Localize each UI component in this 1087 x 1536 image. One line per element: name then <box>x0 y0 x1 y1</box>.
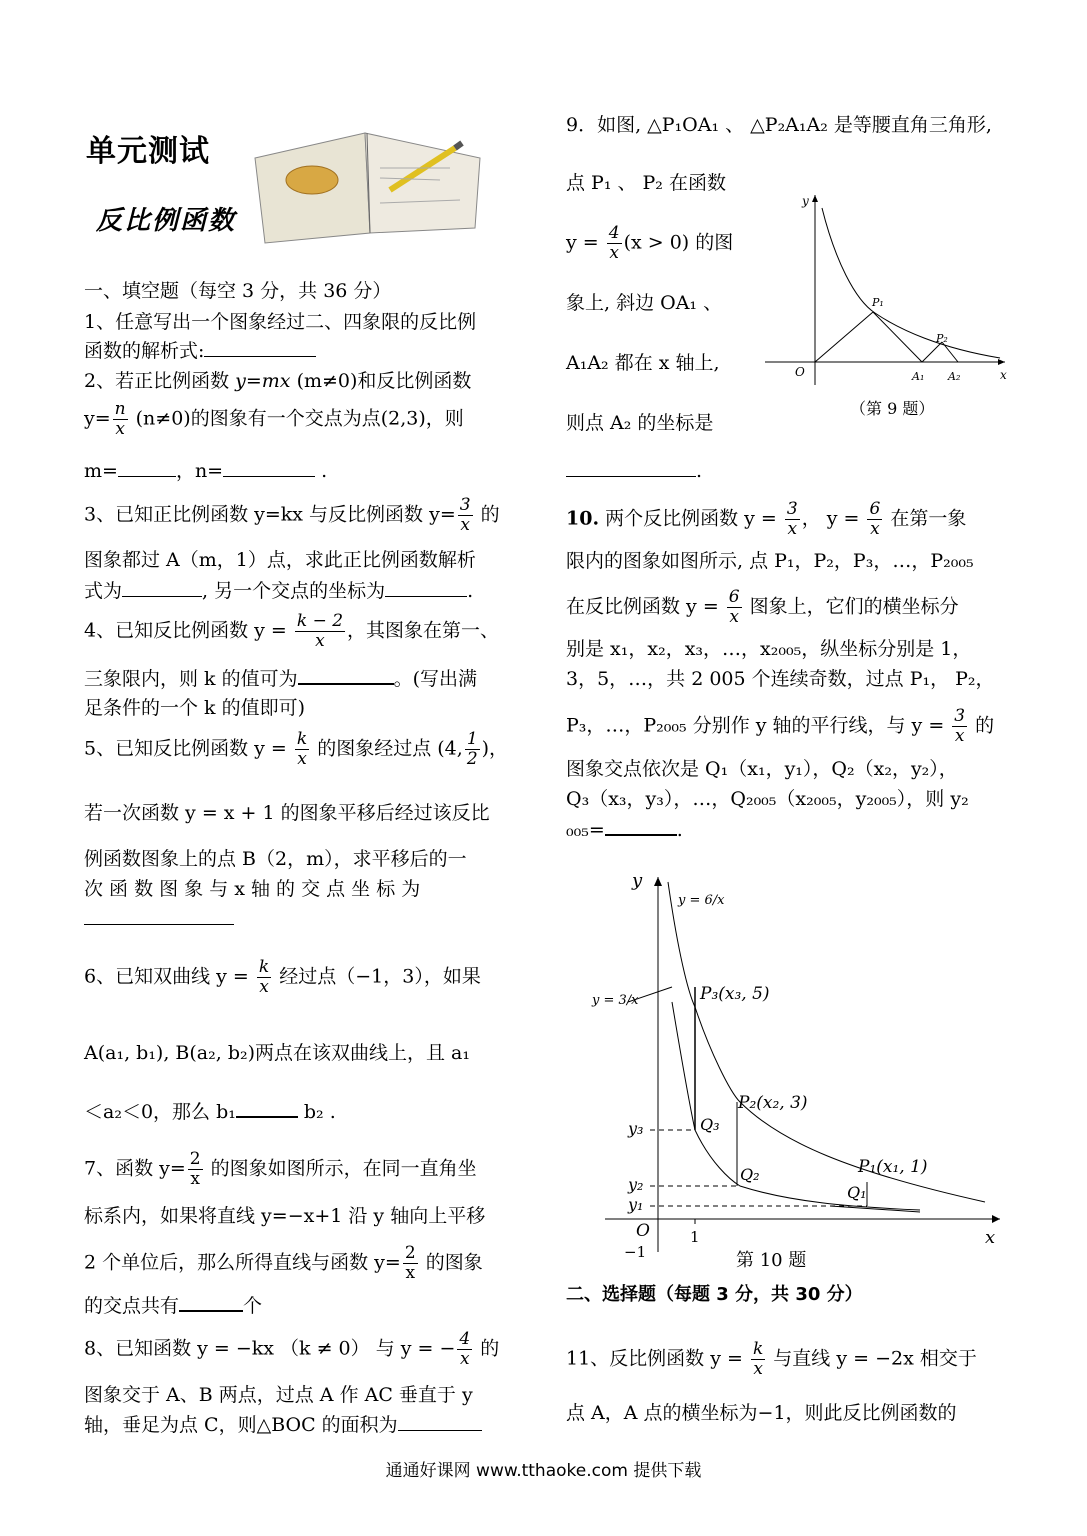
q5-line1: 5、已知反比例函数 y = $\frac{k}{x}$ 的图象经过点 (4, $\frac{1}{2}$ )， <box>84 729 509 769</box>
fig10-q3-label: Q₃ <box>700 1115 720 1134</box>
q10-line4: 别是 x₁，x₂，x₃，…，x₂₀₀₅，纵坐标分别是 1， <box>566 638 972 660</box>
q3-line3: 式为 , 另一个交点的坐标为 . <box>84 580 474 602</box>
figure-9 <box>760 190 1010 390</box>
q6-line1: 6、已知双曲线 y = $\frac{k}{x}$ 经过点（−1，3），如果 <box>84 957 481 997</box>
q1-line1: 1、任意写出一个图象经过二、四象限的反比例 <box>84 311 477 333</box>
q5-line5 <box>84 906 234 932</box>
fig9-p2-label: P₂ <box>936 332 948 345</box>
page-footer: 通通好课网 www.tthaoke.com 提供下载 <box>385 1461 702 1481</box>
fig9-y-label: y <box>802 194 809 208</box>
fig10-x-label: x <box>985 1227 996 1248</box>
q5-line3: 例函数图象上的点 B（2，m），求平移后的一 <box>84 848 467 870</box>
q5-line4: 次 函 数 图 象 与 x 轴 的 交 点 坐 标 为 <box>84 878 421 900</box>
q9-line7: . <box>566 458 702 484</box>
fig10-p2-label: P₂(x₂, 3) <box>738 1093 808 1113</box>
fig10-one-label: 1 <box>690 1228 700 1246</box>
page-subtitle: 反比例函数 <box>96 206 237 236</box>
answer-blank[interactable] <box>605 816 677 836</box>
q11-line1: 11、反比例函数 y = $\frac{k}{x}$ 与直线 y = −2x 相交于 <box>566 1339 977 1379</box>
q2-line3: m= ，n= . <box>84 460 328 482</box>
figure-10 <box>590 862 1010 1262</box>
q7-line1: 7、函数 y= $\frac{2}{x}$ 的图象如图所示，在同一直角坐 <box>84 1149 477 1189</box>
page-title: 单元测试 <box>86 134 210 169</box>
q3-line2: 图象都过 A（m，1）点，求此正比例函数解析 <box>84 549 476 571</box>
q9-line5: A₁A₂ 都在 x 轴上, <box>566 352 720 374</box>
q2-line1: 2、若正比例函数 y=mx (m≠0)和反比例函数 <box>84 370 472 392</box>
fig10-q1-label: Q₁ <box>847 1183 867 1202</box>
q10-line2: 限内的图象如图所示, 点 P₁，P₂，P₃，…，P₂₀₀₅ <box>566 550 974 572</box>
answer-blank[interactable] <box>298 665 394 685</box>
q7-line4: 的交点共有 个 <box>84 1292 262 1319</box>
q4-line2: 三象限内，则 k 的值可为 。(写出满 <box>84 665 477 692</box>
answer-blank[interactable] <box>566 458 696 477</box>
answer-blank[interactable] <box>223 458 315 477</box>
q4-line3: 足条件的一个 k 的值即可) <box>84 697 306 719</box>
q9-line6: 则点 A₂ 的坐标是 <box>566 412 714 434</box>
fig10-curve6-label: y = 6/x <box>678 893 725 908</box>
fig9-x-label: x <box>1000 368 1007 382</box>
fig10-y3-label: y₃ <box>628 1119 644 1138</box>
q10-line9: ₀₀₅= . <box>566 816 683 843</box>
answer-blank[interactable] <box>385 578 467 597</box>
fig10-y1-label: y₁ <box>628 1195 644 1214</box>
section1-heading: 一、填空题（每空 3 分，共 36 分） <box>84 280 392 302</box>
answer-blank[interactable] <box>84 906 234 925</box>
fig9-a2-label: A₂ <box>948 370 961 383</box>
q6-line3: ＜a₂＜0，那么 b₁ b₂ . <box>84 1098 336 1125</box>
q7-line2: 标系内，如果将直线 y=−x+1 沿 y 轴向上平移 <box>84 1205 486 1227</box>
q9-line3: y = $\frac{4}{x}$ (x > 0) 的图 <box>566 223 734 263</box>
q5-line2: 若一次函数 y = x + 1 的图象平移后经过该反比 <box>84 802 490 824</box>
q11-line2: 点 A，A 点的横坐标为−1，则此反比例函数的 <box>566 1402 957 1424</box>
fig10-p3-label: P₃(x₃, 5) <box>700 984 770 1004</box>
fig10-caption: 第 10 题 <box>736 1250 807 1271</box>
q6-line2: A(a₁, b₁), B(a₂, b₂)两点在该双曲线上，且 a₁ <box>84 1042 471 1064</box>
answer-blank[interactable] <box>398 1412 482 1431</box>
q10-line5: 3，5，…，共 2 005 个连续奇数，过点 P₁， P₂， <box>566 668 995 690</box>
q10-line1: 10. 两个反比例函数 y = $\frac{3}{x}$ ， y = $\frac{6}{x}$ 在第一象 <box>566 499 967 539</box>
q1-line2: 函数的解析式: <box>84 338 316 364</box>
q3-line1: 3、已知正比例函数 y=kx 与反比例函数 y= $\frac{3}{x}$ 的 <box>84 495 500 535</box>
answer-blank[interactable] <box>236 1098 298 1118</box>
answer-blank[interactable] <box>118 458 176 477</box>
q2-line2: y= $\frac{n}{x}$ (n≠0)的图象有一个交点为点(2,3)，则 <box>84 399 464 439</box>
q8-line1: 8、已知函数 y = −kx （k ≠ 0） 与 y = − $\frac{4}{x}$ 的 <box>84 1329 500 1369</box>
fig10-curve3-label: y = 3/x <box>592 993 639 1008</box>
q10-line7: 图象交点依次是 Q₁（x₁，y₁），Q₂（x₂，y₂）， <box>566 758 958 780</box>
q8-line3: 轴，垂足为点 C，则△BOC 的面积为 <box>84 1412 482 1438</box>
q9-line2: 点 P₁ 、 P₂ 在函数 <box>566 172 726 194</box>
answer-blank[interactable] <box>122 578 202 597</box>
q10-line8: Q₃（x₃，y₃），…，Q₂₀₀₅（x₂₀₀₅，y₂₀₀₅），则 y₂ <box>566 788 969 810</box>
fig10-origin-label: O <box>636 1221 650 1241</box>
q8-line2: 图象交于 A、B 两点，过点 A 作 AC 垂直于 y <box>84 1384 473 1406</box>
fig10-y-label: y <box>632 870 643 891</box>
answer-blank[interactable] <box>179 1292 243 1312</box>
q9-line1: 9．如图, △P₁OA₁ 、 △P₂A₁A₂ 是等腰直角三角形, <box>566 114 992 136</box>
q10-line3: 在反比例函数 y = $\frac{6}{x}$ 图象上，它们的横坐标分 <box>566 587 959 627</box>
q9-line4: 象上, 斜边 OA₁ 、 <box>566 292 723 314</box>
q7-line3: 2 个单位后，那么所得直线与函数 y= $\frac{2}{x}$ 的图象 <box>84 1243 483 1283</box>
fig10-p1-label: P₁(x₁, 1) <box>858 1157 928 1177</box>
fig9-caption: （第 9 题） <box>850 399 935 418</box>
q10-line6: P₃，…，P₂₀₀₅ 分别作 y 轴的平行线，与 y = $\frac{3}{x}$ 的 <box>566 706 995 746</box>
fig9-a1-label: A₁ <box>912 370 925 383</box>
fig9-p1-label: P₁ <box>872 296 884 309</box>
fig10-y2-label: y₂ <box>628 1175 644 1194</box>
answer-blank[interactable] <box>204 338 316 357</box>
section2-heading: 二、选择题（每题 3 分，共 30 分） <box>566 1284 863 1305</box>
book-illustration <box>250 108 490 248</box>
fig9-origin-label: O <box>795 365 805 379</box>
fig10-neg1-label: −1 <box>624 1243 647 1261</box>
fig10-q2-label: Q₂ <box>740 1165 760 1184</box>
q4-line1: 4、已知反比例函数 y = $\frac{k - 2}{x}$ ，其图象在第一、 <box>84 611 500 651</box>
